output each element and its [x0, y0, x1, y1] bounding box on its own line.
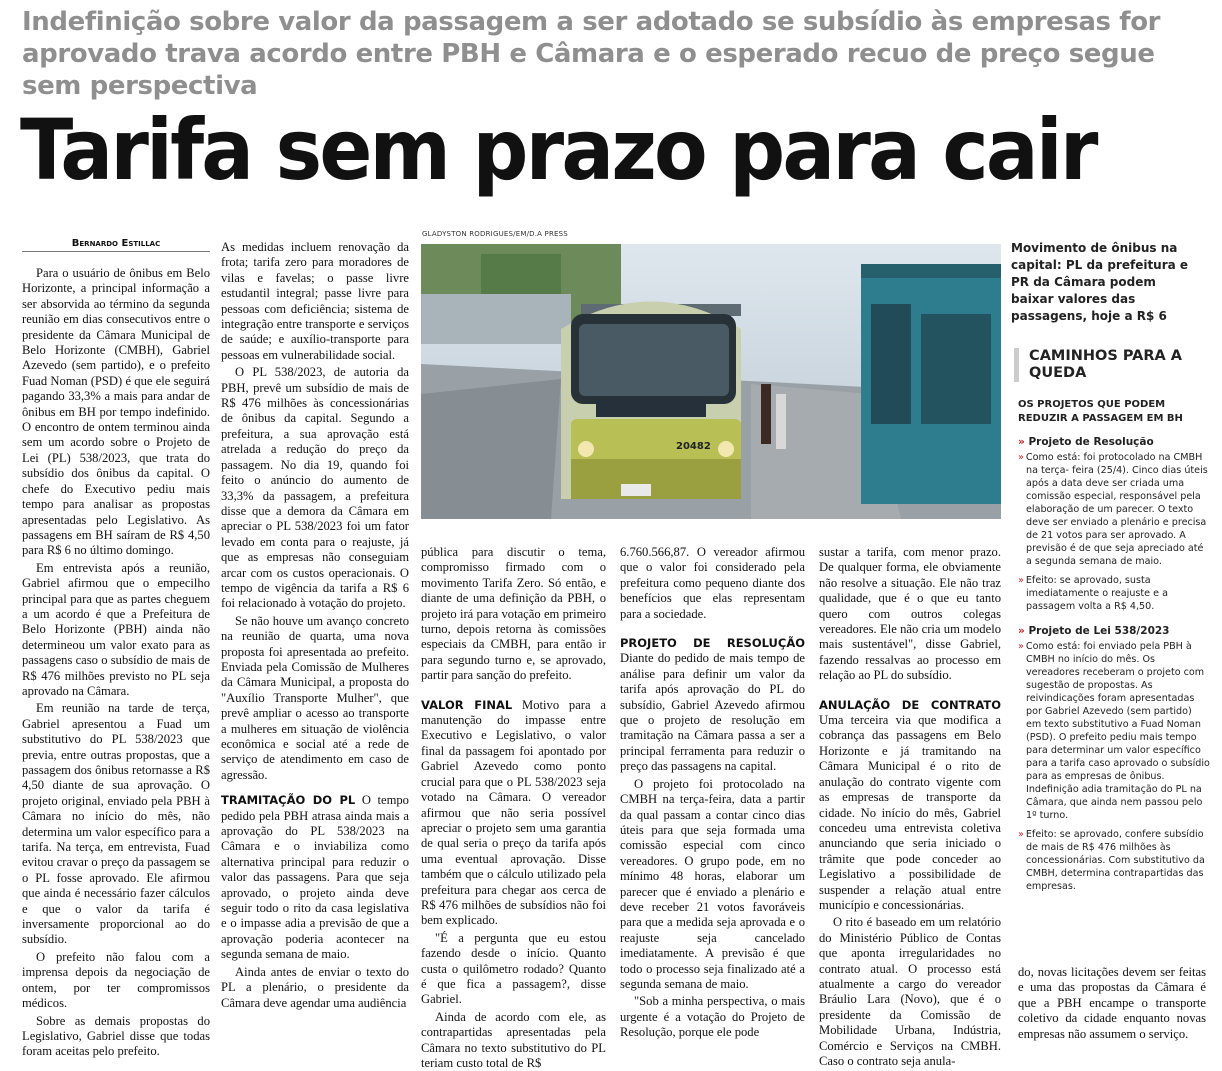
article-column-1: [22, 266, 210, 1060]
paragraph: Em entrevista após a reunião, Gabriel afirmou que o empecilho principal para que as partes cheguem a um acordo é que a Prefeitura de Belo Horizonte (PBH) ainda não determineou um valor exato para as passagens caso o subsídio de mais de R$ 476 milhões previsto no PL seja aprovado na Câmara.: [22, 560, 210, 698]
arrow-icon: »: [1018, 625, 1025, 637]
sidebar-item-effect: Efeito: se aprovado, susta imediatamente o reajuste e a passagem volta a R$ 4,50.: [1025, 575, 1168, 612]
sidebar-item: [1014, 625, 1210, 893]
arrow-icon: »: [1018, 452, 1024, 463]
paragraph: Ainda antes de enviar o texto do PL a plenário, o presidente da Câmara deve agendar uma audiência: [221, 964, 409, 1010]
kicker: Indefinição sobre valor da passagem a ser adotado se subsídio às empresas for aprovado trava acordo entre PBH e Câmara e o esperado recuo de preço segue sem perspectiva: [22, 7, 1161, 101]
paragraph: do, novas licitações devem ser feitas e uma das propostas da Câmara é que a PBH encampe o transporte coletivo da cidade enquanto novas empresas não assumem o serviço.: [1018, 965, 1206, 1041]
sidebar-title-text: CAMINHOS PARA A QUEDA: [1029, 348, 1182, 381]
article-column-2: [221, 240, 409, 1011]
paragraph: O projeto foi protocolado na CMBH na terça-feira, data a partir da qual passam a contar cinco dias úteis para que seja formada uma comissão especial com cinco vereadores. O grupo pode, em no mínimo 48 horas, elaborar um parecer que é enviado a plenário e deve receber 21 votos favoráveis para que a medida seja aprovada e o reajuste seja cancelado imediatamente. A previsão é que todo o processo seja finalizado até a segunda semana de maio.: [620, 776, 805, 991]
sidebar-item: [1014, 436, 1210, 613]
article-column-6: [1018, 965, 1206, 1042]
arrow-icon: »: [1018, 641, 1024, 652]
paragraph: Para o usuário de ônibus em Belo Horizonte, a principal informação a ser absorvida ao término da segunda reunião em dias consecutivos entre o presidente da Câmara Municipal de Belo Horizonte (CMBH), Gabriel Azevedo (sem partido), e o prefeito Fuad Noman (PSD) é que ele seguirá pagando 33,3% a mais para andar de ônibus em BH por tempo indefinido. O encontro de ontem terminou ainda sem um acordo sobre o Projeto de Lei (PL) 538/2023, que trata do subsídio dos ônibus da capital. O chefe do Executivo pediu mais tempo para analisar as propostas apresentadas pelo Legislativo. As passagens em BH saíram de R$ 4,50 para R$ 6 no último domingo.: [22, 266, 210, 558]
article-column-5: [819, 545, 1001, 1069]
paragraph: "Sob a minha perspectiva, o mais urgente é a votação do Projeto de Resolução, porque ele pode: [620, 994, 805, 1040]
sidebar-box: [1014, 348, 1210, 899]
photo-credit: GLADYSTON RODRIGUES/EM/D.A PRESS: [422, 230, 568, 238]
sidebar-item-status: Como está: foi protocolado na CMBH na terça- feira (25/4). Cinco dias úteis após a data deve ser criada uma comissão especial, responsável pela elaboração de um parecer. O texto deve ser enviado a plenário e precisa de 21 votos para ser aprovado. A previsão é de que seja apreciado até a segunda semana de maio.: [1025, 452, 1208, 567]
article-column-3: [421, 545, 606, 1071]
byline: Bernardo Estillac: [22, 238, 210, 252]
paragraph: "É a pergunta que eu estou fazendo desde o início. Quanto custa o quilômetro rodado? Quanto é que fica a passagem?, disse Gabriel.: [421, 930, 606, 1007]
paragraph: Sobre as demais propostas do Legislativo, Gabriel disse que todas foram aceitas pelo prefeito.: [22, 1013, 210, 1059]
sidebar-intro: OS PROJETOS QUE PODEM REDUZIR A PASSAGEM EM BH: [1018, 399, 1183, 424]
paragraph: 6.760.566,87. O vereador afirmou que o valor foi considerado pela prefeitura como pequeno diante dos benefícios que elas representam para a sociedade.: [620, 545, 805, 621]
paragraph: As medidas incluem renovação da frota; tarifa zero para moradores de vilas e favelas; o passe livre estudantil integral; passe livre para pessoas com deficiência; sistema de integração entre transporte e serviços de saúde; e auxílio-transporte para pessoas em vulnerabilidade social.: [221, 240, 409, 362]
paragraph: O prefeito não falou com a imprensa depois da negociação de ontem, por ter compromissos médicos.: [22, 949, 210, 1011]
subhead-tramitacao: TRAMITAÇÃO DO PL: [221, 793, 356, 808]
photo-caption: Movimento de ônibus na capital: PL da prefeitura e PR da Câmara podem baixar valores das passagens, hoje a R$ 6: [1011, 241, 1189, 323]
sidebar-item-effect: Efeito: se aprovado, confere subsídio de mais de R$ 476 milhões às concessionárias. Com substitutivo da CMBH, determina contrapartidas das empresas.: [1025, 829, 1205, 892]
paragraph: sustar a tarifa, com menor prazo. De qualquer forma, ele obviamente não resolve a situação. Ele não traz qualidade, que é o que eu tanto quero com outros colegas vereadores. Ele não cria um modelo mais sustentável", disse Gabriel, fazendo ressalvas ao processo em relação ao PL do subsídio.: [819, 545, 1001, 683]
paragraph: Diante do pedido de mais tempo de análise para definir um valor da tarifa após aprovação do PL do subsídio, Gabriel Azevedo afirmou que o projeto de resolução em tramitação na Câmara passa a ser a principal ferramenta para reduzir o preço das passagens na capital.: [620, 651, 805, 774]
subhead-anulacao: ANULAÇÃO DE CONTRATO: [819, 697, 1001, 712]
bus-photo: [421, 244, 1001, 519]
arrow-icon: »: [1018, 829, 1024, 840]
paragraph: Em reunião na tarde de terça, Gabriel apresentou a Fuad um substitutivo do PL 538/2023 que previa, entre outras propostas, que a passagem dos ônibus retornasse a R$ 4,50 diante de sua aprovação. O projeto original, enviado pela PBH à Câmara no início do mês, não determina um valor específico para a tarifa. Na terça, em entrevista, Fuad evitou cravar o preço da passagem se o PL fosse aprovado. Ele afirmou que ainda é necessário fazer cálculos e que o valor da tarifa é inversamente proporcional ao do subsídio.: [22, 701, 210, 947]
paragraph: Uma terceira via que modifica a cobrança das passagens em Belo Horizonte e já tramitando na Câmara Municipal é o rito de anulação do contrato vigente com as empresas de transporte da cidade. No início do mês, Gabriel concedeu uma entrevista coletiva anunciando que seria iniciado o trâmite que pode conceder ao Legislativo a possibilidade de suspender a relação atual entre município e concessionárias.: [819, 713, 1001, 912]
sidebar-item-title: Projeto de Resolução: [1028, 436, 1154, 448]
sidebar-bar: [1014, 348, 1019, 382]
paragraph: O PL 538/2023, de autoria da PBH, prevê um subsídio de mais de R$ 476 milhões às concessionárias de ônibus da capital. Segundo a prefeitura, a sua aprovação está atrelada a redução do preço da passagem. No dia 19, quando foi feito o anúncio do aumento de 33,3% da passagem, a prefeitura disse que a demora da Câmara em apreciar o PL 538/2023 foi um fator levado em conta para o reajuste, já que as empresas não conseguiam arcar com os custos operacionais. O tempo de vigência da tarifa a R$ 6 foi relacionado à votação do projeto.: [221, 365, 409, 611]
headline: Tarifa sem prazo para cair: [20, 101, 1096, 199]
sidebar-title: [1014, 348, 1210, 382]
subhead-valor-final: VALOR FINAL: [421, 697, 513, 712]
paragraph: O rito é baseado em um relatório do Ministério Público de Contas que aponta irregularidades no contrato atual. O processo está atualmente a cargo do vereador Bráulio Lara (Novo), que é o presidente da Comissão de Mobilidade Urbana, Indústria, Comércio e Serviços na CMBH. Caso o contrato seja anula-: [819, 915, 1001, 1068]
sidebar-item-title: Projeto de Lei 538/2023: [1028, 625, 1170, 637]
subhead-projeto-resolucao: PROJETO DE RESOLUÇÃO: [620, 636, 805, 651]
bus-photo-image: [421, 244, 1001, 519]
paragraph: Ainda de acordo com ele, as contrapartidas apresentadas pela Câmara no texto substitutivo do PL teriam custo total de R$: [421, 1009, 606, 1070]
arrow-icon: »: [1018, 575, 1024, 586]
paragraph: pública para discutir o tema, compromisso firmado com o movimento Tarifa Zero. Só então, e diante de uma definição da PBH, o projeto irá para votação em primeiro turno, depois retorna às comissões especiais da CMBH, para então ir para segundo turno e, se aprovado, partir para sanção do prefeito.: [421, 545, 606, 683]
arrow-icon: »: [1018, 436, 1025, 448]
sidebar-item-status: Como está: foi enviado pela PBH à CMBH no início do mês. Os vereadores receberam o projeto com sugestão de propostas. As reivindicações foram apresentadas por Gabriel Azevedo (sem partido) em texto substitutivo a Fuad Noman (PSD). O prefeito pediu mais tempo para determinar um valor específico para a tarifa caso aprovado o subsídio para as empresas de ônibus. Indefinição adia tramitação do PL na Câmara, que ainda nem passou pelo 1º turno.: [1025, 641, 1210, 821]
article-column-4: [620, 545, 805, 1041]
paragraph: Motivo para a manutenção do impasse entre Executivo e Legislativo, o valor final da passagem foi apontado por Gabriel Azevedo como ponto crucial para que o PL 538/2023 seja votado na Câmara. O vereador afirmou que não seria possível apreciar o projeto sem uma garantia de qual seria o preço da tarifa após uma eventual aprovação. Disse também que o cálculo utilizado pela prefeitura para chegar aos cerca de R$ 476 milhões de subsídios não foi bem explicado.: [421, 697, 606, 928]
paragraph: Se não houve um avanço concreto na reunião de quarta, uma nova proposta foi apresentada ao prefeito. Enviada pela Comissão de Mulheres da Câmara Municipal, a proposta do "Auxílio Transporte Mulher", que prevê ampliar o acesso ao transporte a mulheres em situação de violência econômica e social até a rede de serviço de atendimento em caso de agressão.: [221, 613, 409, 782]
paragraph: O tempo pedido pela PBH atrasa ainda mais a aprovação do PL 538/2023 na Câmara e o inviabiliza como alternativa principal para reduzir o valor das passagens. Para que seja aprovado, o projeto ainda deve seguir todo o rito da casa legislativa e o impasse adia a previsão de que a aprovação poderia acontecer na segunda semana de maio.: [221, 793, 409, 962]
bus-number: 20482: [676, 441, 711, 452]
